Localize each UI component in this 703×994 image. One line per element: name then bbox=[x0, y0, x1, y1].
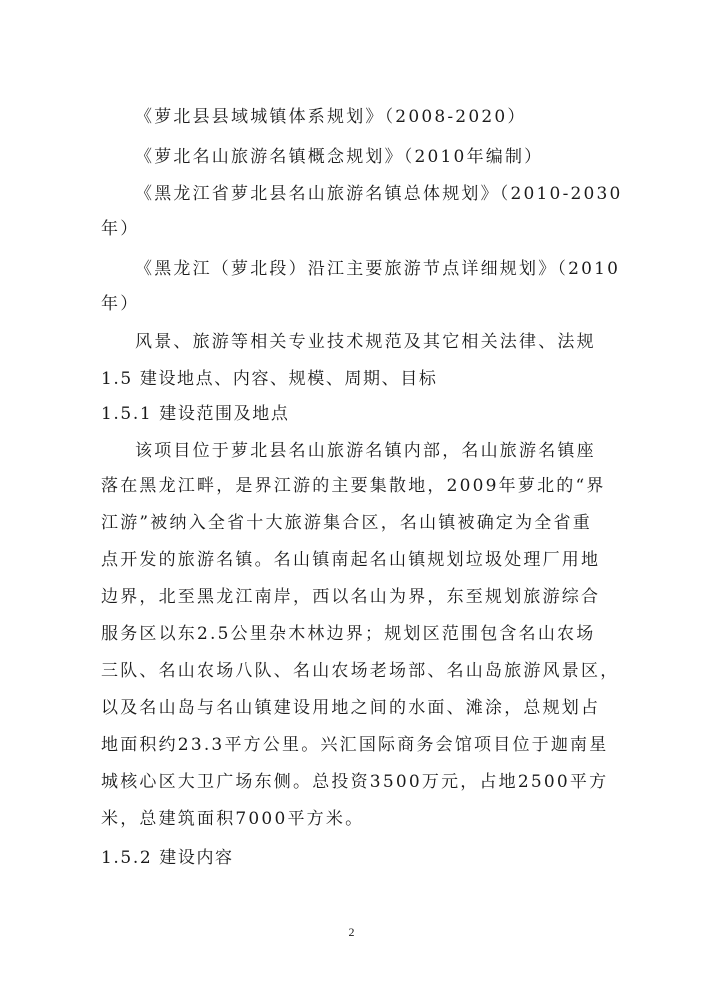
reference-line: 风景、旅游等相关专业技术规范及其它相关法律、法规 bbox=[135, 332, 596, 352]
reference-line: 《萝北名山旅游名镇概念规划》（2010年编制） bbox=[135, 147, 544, 167]
body-text-line: 三队、名山农场八队、名山农场老场部、名山岛旅游风景区， bbox=[101, 661, 620, 681]
reference-line: 《黑龙江省萝北县名山旅游名镇总体规划》（2010-2030 bbox=[135, 184, 623, 204]
page-number: 2 bbox=[348, 925, 355, 939]
body-text-line: 点开发的旅游名镇。名山镇南起名山镇规划垃圾处理厂用地 bbox=[101, 550, 601, 570]
body-text-line: 江游”被纳入全省十大旅游集合区，名山镇被确定为全省重 bbox=[101, 513, 592, 533]
body-text-line: 城核心区大卫广场东侧。总投资3500万元，占地2500平方 bbox=[101, 772, 609, 792]
body-text-line: 该项目位于萝北县名山旅游名镇内部，名山旅游名镇座 bbox=[135, 441, 596, 461]
section-heading-1-5: 1.5 建设地点、内容、规模、周期、目标 bbox=[101, 369, 438, 389]
body-text-line: 落在黑龙江畔，是界江游的主要集散地，2009年萝北的“界 bbox=[101, 476, 606, 496]
body-text-line: 以及名山岛与名山镇建设用地之间的水面、滩涂，总规划占 bbox=[101, 698, 601, 718]
reference-line-continuation: 年） bbox=[101, 219, 140, 239]
body-text-line: 服务区以东2.5公里杂木林边界；规划区范围包含名山农场 bbox=[101, 624, 596, 644]
section-heading-1-5-1: 1.5.1 建设范围及地点 bbox=[101, 404, 290, 424]
body-text-line: 米，总建筑面积7000平方米。 bbox=[101, 809, 365, 829]
body-text-line: 地面积约23.3平方公里。兴汇国际商务会馆项目位于迦南星 bbox=[101, 735, 609, 755]
body-text-line: 边界，北至黑龙江南岸，西以名山为界，东至规划旅游综合 bbox=[101, 587, 601, 607]
section-heading-1-5-2: 1.5.2 建设内容 bbox=[101, 848, 234, 868]
reference-line: 《黑龙江（萝北段）沿江主要旅游节点详细规划》（2010 bbox=[135, 259, 621, 279]
reference-line: 《萝北县县域城镇体系规划》（2008-2020） bbox=[135, 107, 527, 127]
reference-line-continuation: 年） bbox=[101, 294, 140, 314]
